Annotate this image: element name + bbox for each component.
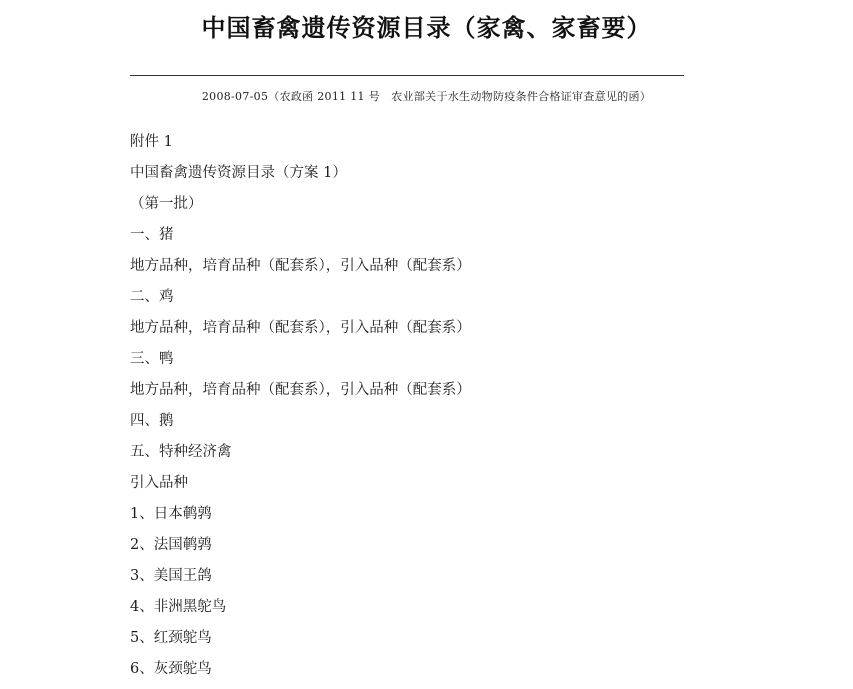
list-item: 5、红颈鸵鸟: [130, 630, 212, 646]
list-item: 1、日本鹌鹑: [130, 506, 212, 522]
section-heading-pig: 一、猪: [130, 227, 174, 243]
source-line: 2008-07-05（农政函 2011 11 号 农业部关于水生动物防疫条件合格证审查意见的函）: [201, 90, 652, 103]
document-body: [130, 131, 730, 689]
section-heading-chicken: 二、鸡: [130, 289, 174, 305]
section-heading-special-poultry: 五、特种经济禽: [130, 444, 232, 460]
catalog-subtitle: 中国畜禽遗传资源目录（方案 1）: [130, 165, 347, 181]
section-text-duck: 地方品种，培育品种（配套系），引入品种（配套系）: [130, 382, 471, 398]
title-divider: [130, 75, 684, 76]
section-text-pig: 地方品种，培育品种（配套系），引入品种（配套系）: [130, 258, 471, 274]
section-heading-goose: 四、鹅: [130, 413, 174, 429]
section-heading-duck: 三、鸭: [130, 351, 174, 367]
introduced-breeds-label: 引入品种: [130, 475, 188, 491]
list-item: 4、非洲黑鸵鸟: [130, 599, 227, 615]
section-text-chicken: 地方品种，培育品种（配套系），引入品种（配套系）: [130, 320, 471, 336]
attachment-label: 附件 1: [130, 134, 173, 150]
list-item: 6、灰颈鸵鸟: [130, 661, 212, 677]
document-title: 中国畜禽遗传资源目录（家禽、家畜要）: [201, 13, 652, 42]
list-item: 2、法国鹌鹑: [130, 537, 212, 553]
batch-label: （第一批）: [130, 196, 203, 212]
list-item: 3、美国王鸽: [130, 568, 212, 584]
